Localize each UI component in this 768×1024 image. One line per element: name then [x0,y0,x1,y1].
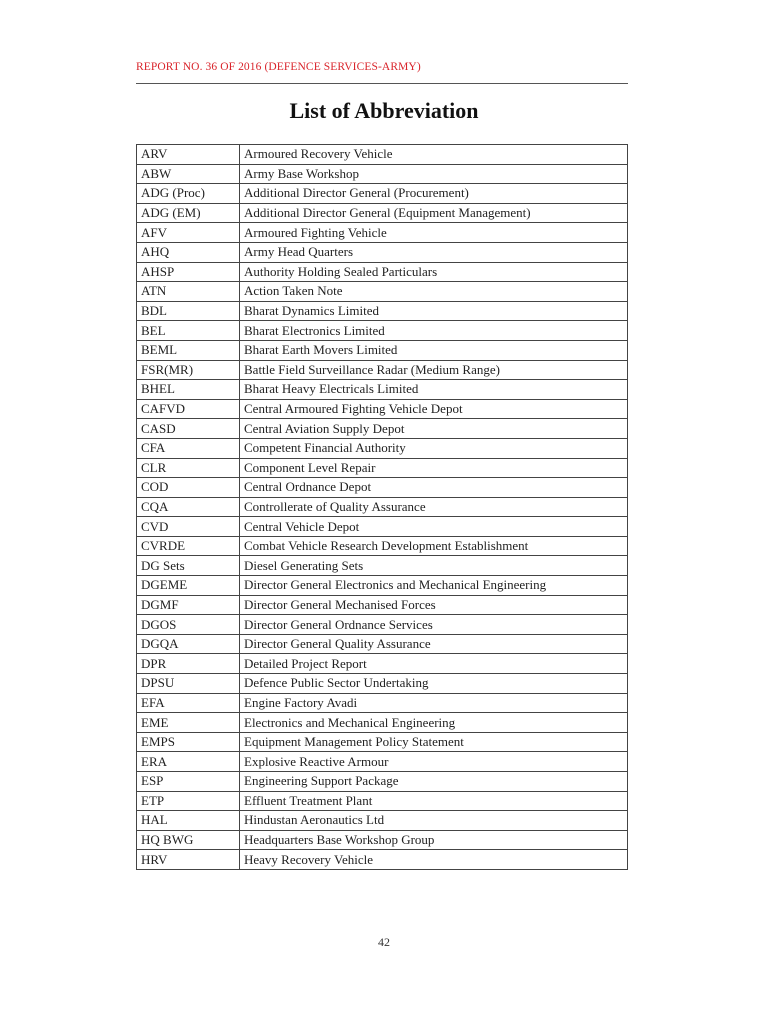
table-row [137,242,628,262]
full-form-cell: Bharat Electronics Limited [240,321,628,341]
full-form-cell: Director General Electronics and Mechanical Engineering [240,576,628,596]
table-row [137,419,628,439]
table-row [137,654,628,674]
abbreviation-cell: EME [137,713,240,733]
abbreviation-cell: DPR [137,654,240,674]
abbreviation-cell: BEML [137,340,240,360]
full-form-cell: Armoured Recovery Vehicle [240,145,628,165]
abbreviation-cell: AHQ [137,242,240,262]
full-form-cell: Bharat Earth Movers Limited [240,340,628,360]
table-row [137,203,628,223]
abbreviation-cell: ABW [137,164,240,184]
table-row [137,497,628,517]
full-form-cell: Engineering Support Package [240,772,628,792]
table-row [137,458,628,478]
table-row [137,732,628,752]
table-row [137,791,628,811]
abbreviation-cell: CVD [137,517,240,537]
table-row [137,282,628,302]
table-row [137,576,628,596]
table-row [137,634,628,654]
full-form-cell: Defence Public Sector Undertaking [240,674,628,694]
full-form-cell: Component Level Repair [240,458,628,478]
page-title: List of Abbreviation [289,98,479,123]
table-row [137,536,628,556]
table-row [137,340,628,360]
full-form-cell: Director General Quality Assurance [240,634,628,654]
full-form-cell: Explosive Reactive Armour [240,752,628,772]
abbreviation-cell: HQ BWG [137,830,240,850]
full-form-cell: Equipment Management Policy Statement [240,732,628,752]
full-form-cell: Army Head Quarters [240,242,628,262]
full-form-cell: Director General Mechanised Forces [240,595,628,615]
page-number: 42 [378,935,390,949]
abbreviation-cell: EFA [137,693,240,713]
abbreviation-cell: CQA [137,497,240,517]
full-form-cell: Effluent Treatment Plant [240,791,628,811]
table-row [137,772,628,792]
full-form-cell: Authority Holding Sealed Particulars [240,262,628,282]
full-form-cell: Headquarters Base Workshop Group [240,830,628,850]
table-row [137,301,628,321]
table-row [137,164,628,184]
table-row [137,615,628,635]
abbreviation-cell: BEL [137,321,240,341]
abbreviation-table [136,144,628,870]
full-form-cell: Engine Factory Avadi [240,693,628,713]
abbreviation-cell: DG Sets [137,556,240,576]
abbreviation-cell: ETP [137,791,240,811]
full-form-cell: Heavy Recovery Vehicle [240,850,628,870]
full-form-cell: Bharat Heavy Electricals Limited [240,380,628,400]
table-row [137,850,628,870]
abbreviation-cell: DGOS [137,615,240,635]
full-form-cell: Armoured Fighting Vehicle [240,223,628,243]
abbreviation-cell: COD [137,478,240,498]
abbreviation-cell: ADG (Proc) [137,184,240,204]
full-form-cell: Central Aviation Supply Depot [240,419,628,439]
abbreviation-cell: ESP [137,772,240,792]
table-row [137,145,628,165]
abbreviation-cell: BDL [137,301,240,321]
abbreviation-table-body [137,145,628,870]
full-form-cell: Hindustan Aeronautics Ltd [240,811,628,831]
header-divider [136,83,628,84]
abbreviation-cell: CLR [137,458,240,478]
report-header: REPORT NO. 36 OF 2016 (DEFENCE SERVICES-ARMY) [136,61,421,73]
abbreviation-cell: HRV [137,850,240,870]
abbreviation-cell: ERA [137,752,240,772]
abbreviation-cell: DGQA [137,634,240,654]
full-form-cell: Army Base Workshop [240,164,628,184]
full-form-cell: Electronics and Mechanical Engineering [240,713,628,733]
abbreviation-cell: ARV [137,145,240,165]
table-row [137,674,628,694]
abbreviation-cell: BHEL [137,380,240,400]
table-row [137,478,628,498]
abbreviation-cell: CAFVD [137,399,240,419]
full-form-cell: Competent Financial Authority [240,438,628,458]
table-row [137,752,628,772]
full-form-cell: Central Ordnance Depot [240,478,628,498]
full-form-cell: Central Armoured Fighting Vehicle Depot [240,399,628,419]
abbreviation-cell: CASD [137,419,240,439]
abbreviation-cell: EMPS [137,732,240,752]
full-form-cell: Director General Ordnance Services [240,615,628,635]
table-row [137,693,628,713]
table-row [137,399,628,419]
table-row [137,184,628,204]
abbreviation-cell: DGEME [137,576,240,596]
abbreviation-cell: DGMF [137,595,240,615]
full-form-cell: Additional Director General (Procurement) [240,184,628,204]
full-form-cell: Additional Director General (Equipment Management) [240,203,628,223]
full-form-cell: Detailed Project Report [240,654,628,674]
table-row [137,556,628,576]
table-row [137,595,628,615]
table-row [137,830,628,850]
abbreviation-cell: FSR(MR) [137,360,240,380]
abbreviation-cell: CVRDE [137,536,240,556]
table-row [137,517,628,537]
abbreviation-cell: AHSP [137,262,240,282]
full-form-cell: Combat Vehicle Research Development Establishment [240,536,628,556]
table-row [137,321,628,341]
full-form-cell: Diesel Generating Sets [240,556,628,576]
abbreviation-cell: DPSU [137,674,240,694]
abbreviation-cell: ADG (EM) [137,203,240,223]
table-row [137,360,628,380]
abbreviation-cell: HAL [137,811,240,831]
abbreviation-cell: ATN [137,282,240,302]
table-row [137,438,628,458]
full-form-cell: Action Taken Note [240,282,628,302]
table-row [137,262,628,282]
table-row [137,380,628,400]
full-form-cell: Battle Field Surveillance Radar (Medium Range) [240,360,628,380]
full-form-cell: Controllerate of Quality Assurance [240,497,628,517]
abbreviation-cell: CFA [137,438,240,458]
table-row [137,223,628,243]
table-row [137,811,628,831]
full-form-cell: Bharat Dynamics Limited [240,301,628,321]
full-form-cell: Central Vehicle Depot [240,517,628,537]
table-row [137,713,628,733]
abbreviation-cell: AFV [137,223,240,243]
